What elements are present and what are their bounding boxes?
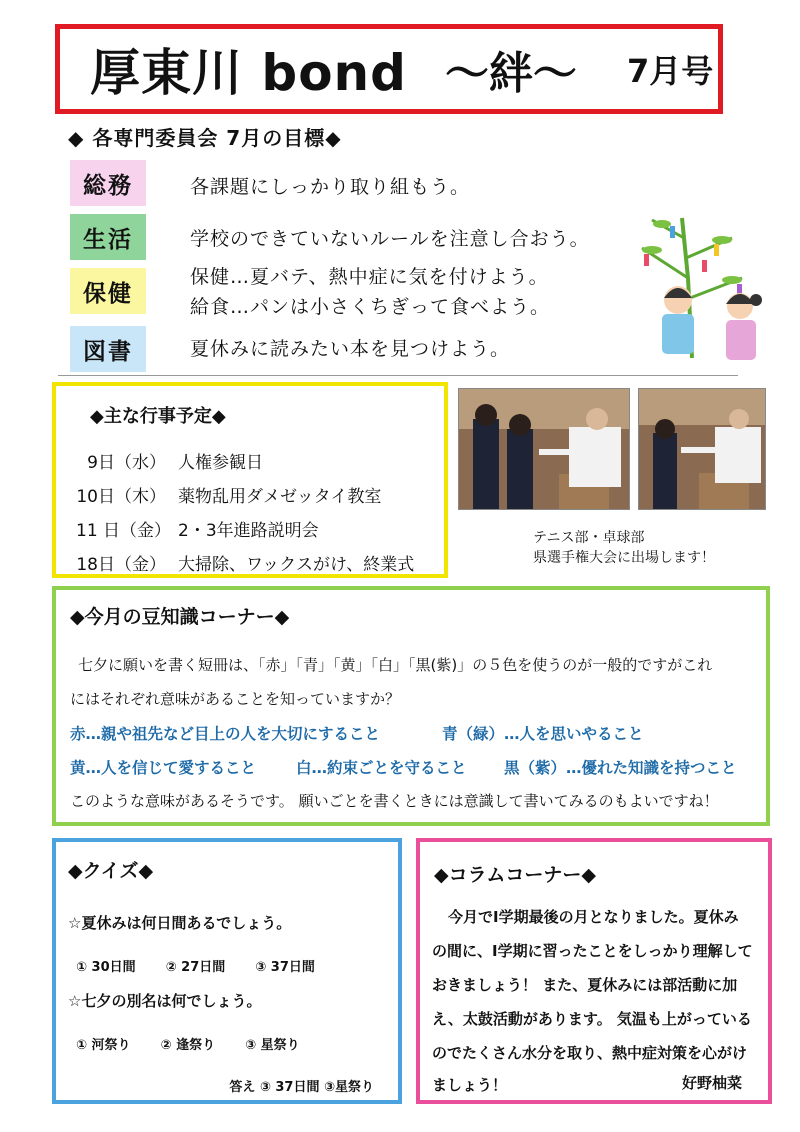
knowledge-title: ◆今月の豆知識コーナー◆ xyxy=(70,606,290,628)
knowledge-text: 七夕に願いを書く短冊は、「赤」「青」「黄」「白」「黒(紫)」の５色を使うのが一般的ですがこれ xyxy=(78,656,713,674)
event-row xyxy=(76,482,381,507)
quiz-option: ① 30日間 xyxy=(76,960,136,975)
event-name: 大掃除、ワックスがけ、終業式 xyxy=(178,555,415,575)
knowledge-blue-meaning: 青（緑）…人を思いやること xyxy=(442,725,644,743)
goal-text-health-1: 保健…夏バテ、熱中症に気を付けよう。 xyxy=(190,266,549,288)
quiz-question-2: ☆七夕の別名は何でしょう。 xyxy=(68,992,262,1010)
quiz-option: ① 河祭り xyxy=(76,1038,131,1053)
photo-award-2 xyxy=(638,388,766,510)
photo-award-1 xyxy=(458,388,630,510)
newsletter-title: 厚東川 bond xyxy=(90,44,407,102)
section-divider xyxy=(58,375,738,376)
knowledge-black-meaning: 黒（紫）…優れた知識を持つこと xyxy=(504,759,737,777)
column-text-line: おきましょう！ また、夏休みには部活動に加 xyxy=(432,976,738,994)
newsletter-subtitle: ～絆～ xyxy=(444,48,577,99)
issue-label: 7月号 xyxy=(626,52,714,90)
knowledge-white-meaning: 白…約束ごとを守ること xyxy=(296,759,467,777)
column-text-line: の間に、Ⅰ学期に習ったことをしっかり理解して xyxy=(432,942,753,960)
quiz-box xyxy=(52,838,402,1104)
quiz-answer: 答え ③ 37日間 ③星祭り xyxy=(229,1080,374,1095)
column-text-line: のでたくさん水分を取り、熱中症対策を心がけ xyxy=(432,1044,748,1062)
events-box xyxy=(52,382,448,578)
photo-caption-line: 県選手権大会に出場します！ xyxy=(533,550,715,566)
goals-heading: ◆ 各専門委員会 7月の目標◆ xyxy=(68,126,342,150)
quiz-options-2 xyxy=(76,1034,330,1053)
quiz-option: ③ 星祭り xyxy=(245,1038,300,1053)
committee-label-general: 総務 xyxy=(70,160,146,206)
knowledge-red-meaning: 赤…親や祖先など目上の人を大切にすること xyxy=(70,725,381,743)
event-date: 18日（金） xyxy=(76,555,166,575)
quiz-option: ② 27日間 xyxy=(165,960,226,975)
event-row xyxy=(76,448,263,473)
column-box xyxy=(416,838,772,1104)
event-name: 2・3年進路説明会 xyxy=(178,521,319,541)
quiz-option: ③ 37日間 xyxy=(255,960,315,975)
committee-label-health: 保健 xyxy=(70,268,146,314)
goal-text-general: 各課題にしっかり取り組もう。 xyxy=(190,176,471,198)
photo-caption xyxy=(533,528,715,568)
knowledge-box xyxy=(52,586,770,826)
column-text-line: 今月でⅠ学期最後の月となりました。夏休み xyxy=(448,908,739,926)
tanabata-illustration xyxy=(622,208,782,368)
events-title: ◆主な行事予定◆ xyxy=(90,406,226,427)
event-name: 人権参観日 xyxy=(178,453,263,473)
column-author: 好野柚菜 xyxy=(681,1074,742,1092)
quiz-options-1 xyxy=(76,956,345,975)
event-date: 11 日（金） xyxy=(76,521,172,541)
event-date: 10日（木） xyxy=(76,487,166,507)
goal-text-library: 夏休みに読みたい本を見つけよう。 xyxy=(190,338,511,360)
goal-text-life: 学校のできていないルールを注意し合おう。 xyxy=(190,228,590,250)
column-title: ◆コラムコーナー◆ xyxy=(434,864,597,886)
event-date: 9日（水） xyxy=(87,453,166,473)
knowledge-yellow-meaning: 黄…人を信じて愛すること xyxy=(70,759,257,777)
committee-label-library: 図書 xyxy=(70,326,146,372)
event-row xyxy=(76,516,319,541)
goal-text-health-2: 給食…パンは小さくちぎって食べよう。 xyxy=(190,296,551,318)
column-text-line: ましょう！ xyxy=(432,1076,508,1094)
quiz-option: ② 逢祭り xyxy=(160,1038,216,1053)
committee-label-life: 生活 xyxy=(70,214,146,260)
column-text-line: え、太鼓活動があります。 気温も上がっている xyxy=(432,1010,752,1028)
knowledge-text: このような意味があるそうです。 願いごとを書くときには意識して書いてみるのもよいですね！ xyxy=(70,792,719,810)
knowledge-text: にはそれぞれ意味があることを知っていますか？ xyxy=(70,690,401,708)
event-name: 薬物乱用ダメゼッタイ教室 xyxy=(178,487,382,507)
quiz-title: ◆クイズ◆ xyxy=(68,860,154,882)
quiz-question-1: ☆夏休みは何日間あるでしょう。 xyxy=(68,914,292,932)
photo-caption-line: テニス部・卓球部 xyxy=(533,530,645,546)
newsletter-title-box xyxy=(55,24,723,114)
event-row xyxy=(76,550,414,575)
